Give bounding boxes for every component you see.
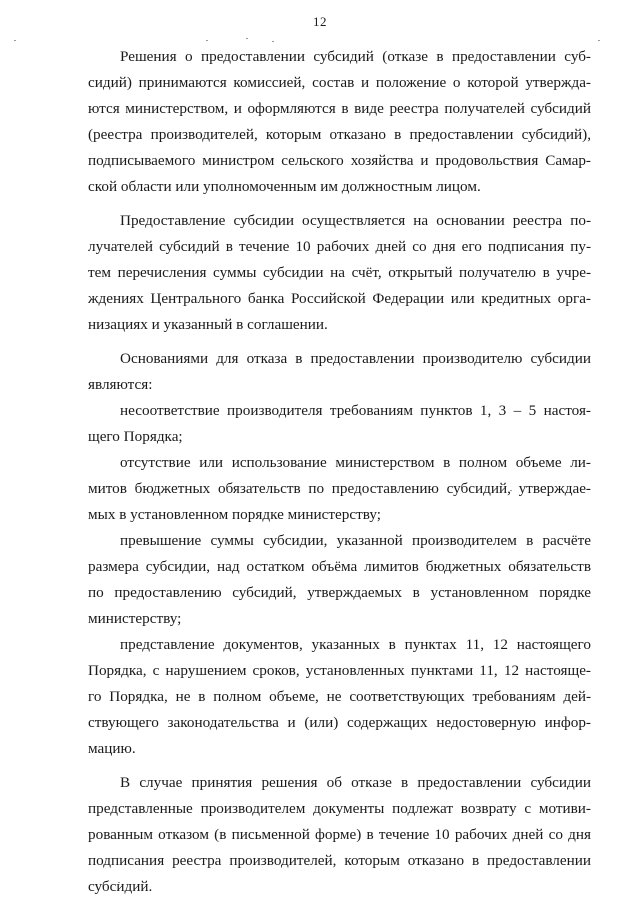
text-line: по предоставлению субсидий, утверждаемых в установленном порядке	[88, 584, 591, 601]
text-line: министерству;	[88, 610, 182, 627]
text-line: мацию.	[88, 740, 136, 757]
text-line: Предоставление субсидии осуществляется на основании реестра по-	[120, 212, 591, 229]
paragraph	[88, 528, 591, 632]
text-line: сидий) принимаются комиссией, состав и положение о которой утвержда-	[88, 74, 591, 91]
paragraph	[88, 632, 591, 762]
page-number: 12	[313, 14, 327, 29]
text-line: го Порядка, не в полном объеме, не соответствующих требованиям дей-	[88, 688, 591, 705]
text-line: ской области или уполномоченным им должностным лицом.	[88, 178, 481, 195]
scan-speck	[246, 38, 248, 39]
text-line: представление документов, указанных в пунктах 11, 12 настоящего	[120, 636, 591, 653]
paragraph	[88, 208, 591, 338]
text-line: мых в установленном порядке министерству;	[88, 506, 381, 523]
paragraph-gap	[88, 762, 591, 770]
text-line: отсутствие или использование министерством в полном объеме ли-	[120, 454, 591, 471]
scan-speck	[272, 41, 274, 42]
document-body	[88, 44, 591, 900]
text-line: низациях и указанный в соглашении.	[88, 316, 328, 333]
text-line: ются министерством, и оформляются в виде реестра получателей субсидий	[88, 100, 591, 117]
text-line: являются:	[88, 376, 153, 393]
text-line: Порядка, с нарушением сроков, установленных пунктами 11, 12 настояще-	[88, 662, 591, 679]
text-line: Основаниями для отказа в предоставлении производителю субсидии	[120, 350, 591, 367]
paragraph	[88, 398, 591, 450]
scan-speck	[598, 40, 600, 41]
paragraph	[88, 770, 591, 900]
paragraph	[88, 346, 591, 398]
text-line: превышение суммы субсидии, указанной производителем в расчёте	[120, 532, 591, 549]
paragraph-gap	[88, 200, 591, 208]
text-line: ждениях Центрального банка Российской Федерации или кредитных орга-	[88, 290, 591, 307]
text-line: субсидий.	[88, 878, 153, 895]
text-line: щего Порядка;	[88, 428, 183, 445]
text-line: лучателей субсидий в течение 10 рабочих дней со дня его подписания пу-	[88, 238, 591, 255]
text-line: подписываемого министром сельского хозяйства и продовольствия Самар-	[88, 152, 591, 169]
text-line: представленные производителем документы подлежат возврату с мотиви-	[88, 800, 591, 817]
text-line: подписания реестра производителей, которым отказано в предоставлении	[88, 852, 591, 869]
text-line: (реестра производителей, которым отказано в предоставлении субсидий),	[88, 126, 591, 143]
text-line: тем перечисления суммы субсидии на счёт, открытый получателю в учре-	[88, 264, 591, 281]
text-line: митов бюджетных обязательств по предоставлению субсидий, утверждае-	[88, 480, 591, 497]
text-line: ствующего законодательства и (или) содержащих недостоверную инфор-	[88, 714, 591, 731]
paragraph	[88, 44, 591, 200]
text-line: В случае принятия решения об отказе в предоставлении субсидии	[120, 774, 591, 791]
text-line: Решения о предоставлении субсидий (отказе в предоставлении суб-	[120, 48, 591, 65]
text-line: несоответствие производителя требованиям пунктов 1, 3 – 5 настоя-	[120, 402, 591, 419]
paragraph	[88, 450, 591, 528]
scan-speck	[206, 40, 208, 41]
scan-speck	[14, 40, 16, 41]
text-line: размера субсидии, над остатком объёма лимитов бюджетных обязательств	[88, 558, 591, 575]
text-line: рованным отказом (в письменной форме) в течение 10 рабочих дней со дня	[88, 826, 591, 843]
paragraph-gap	[88, 338, 591, 346]
